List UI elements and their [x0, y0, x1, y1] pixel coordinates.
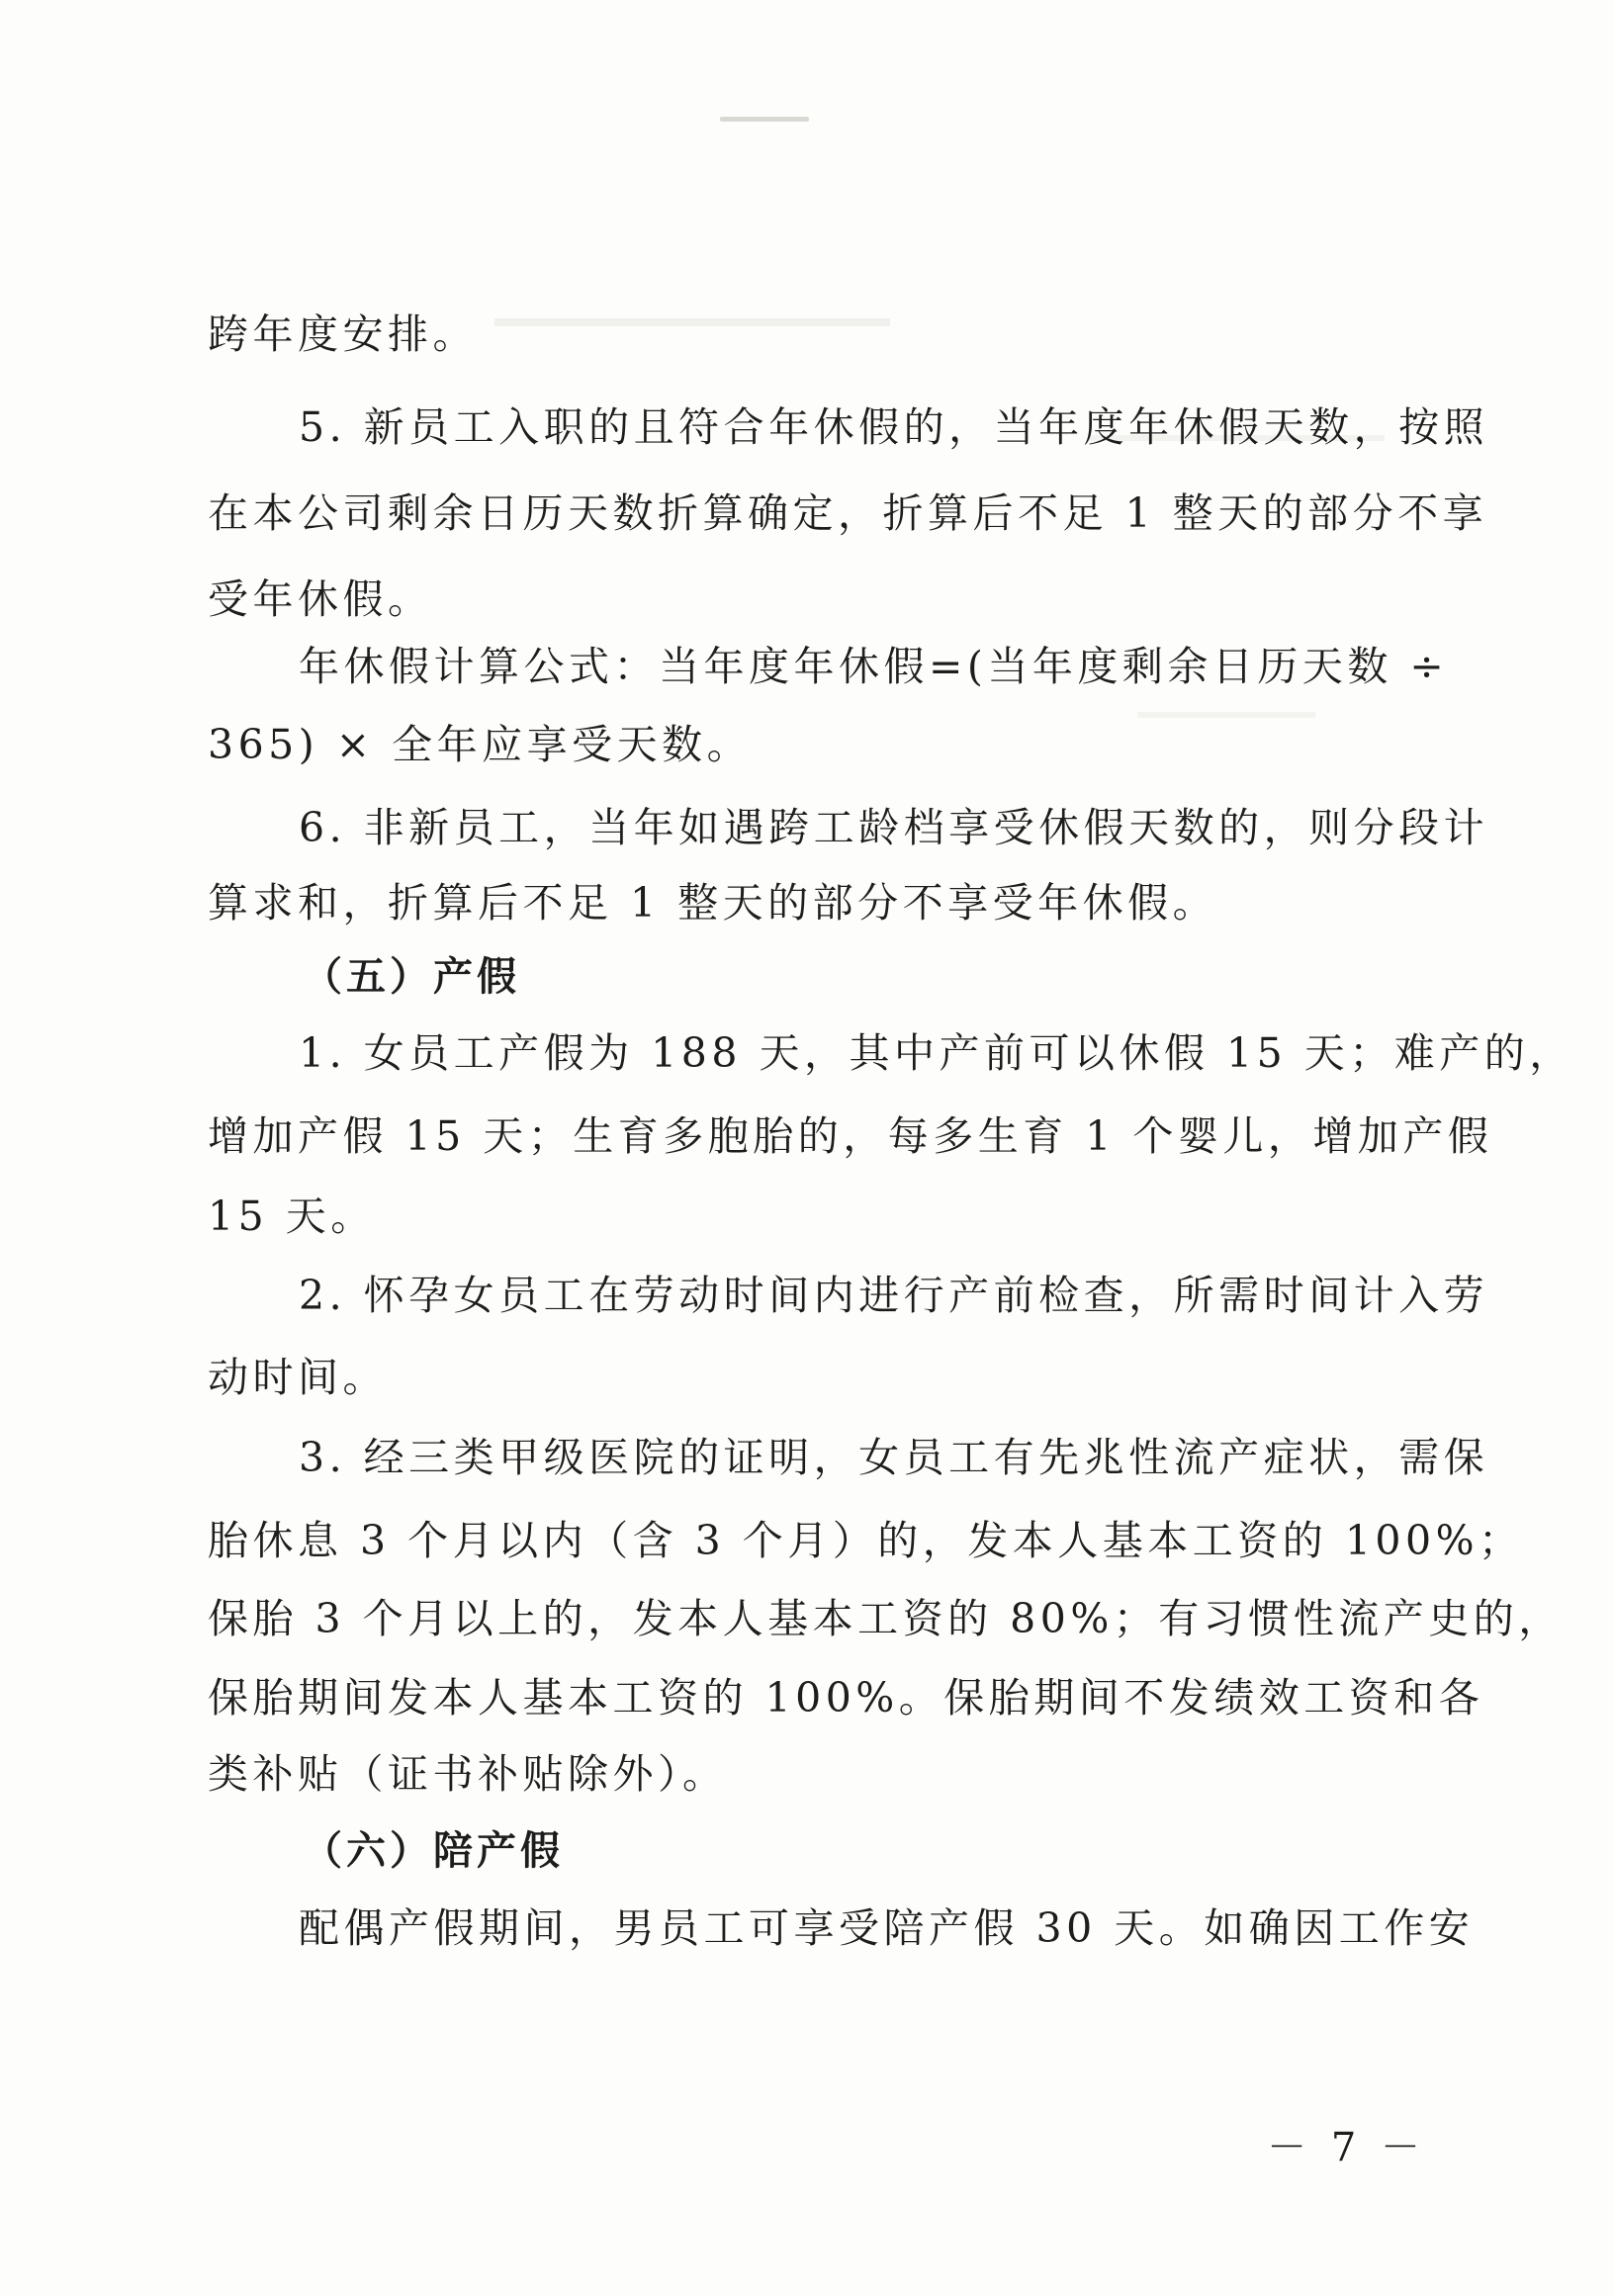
- bleed-through-mark: [494, 318, 890, 326]
- paragraph-line: 年休假计算公式：当年度年休假=(当年度剩余日历天数 ÷: [299, 643, 1449, 690]
- paragraph-line: 配偶产假期间，男员工可享受陪产假 30 天。如确因工作安: [299, 1904, 1475, 1952]
- paragraph-line: 6. 非新员工，当年如遇跨工龄档享受休假天数的，则分段计: [299, 804, 1489, 851]
- paragraph-line: 跨年度安排。: [208, 310, 478, 358]
- page-number: － 7 －: [1267, 2125, 1426, 2170]
- section-heading: （六）陪产假: [303, 1827, 564, 1874]
- paragraph-line: 受年休假。: [208, 575, 433, 623]
- paragraph-line: 5. 新员工入职的且符合年休假的，当年度年休假天数，按照: [299, 403, 1489, 451]
- paragraph-line: 1. 女员工产假为 188 天，其中产前可以休假 15 天；难产的，: [299, 1029, 1574, 1077]
- paragraph-line: 动时间。: [208, 1354, 388, 1401]
- paragraph-line: 增加产假 15 天；生育多胞胎的，每多生育 1 个婴儿，增加产假: [208, 1112, 1493, 1160]
- paragraph-line: 2. 怀孕女员工在劳动时间内进行产前检查，所需时间计入劳: [299, 1272, 1489, 1319]
- paragraph-line: 保胎期间发本人基本工资的 100%。保胎期间不发绩效工资和各: [208, 1674, 1484, 1722]
- paragraph-line: 在本公司剩余日历天数折算确定，折算后不足 1 整天的部分不享: [208, 489, 1488, 537]
- paragraph-line: 3. 经三类甲级医院的证明，女员工有先兆性流产症状，需保: [299, 1434, 1489, 1481]
- paragraph-line: 算求和，折算后不足 1 整天的部分不享受年休假。: [208, 879, 1218, 927]
- bleed-through-mark: [1137, 712, 1315, 718]
- paragraph-line: 365) × 全年应享受天数。: [208, 721, 753, 768]
- scan-mark: [720, 117, 809, 122]
- section-heading: （五）产假: [303, 953, 520, 1000]
- paragraph-line: 胎休息 3 个月以内（含 3 个月）的，发本人基本工资的 100%；: [208, 1517, 1524, 1564]
- paragraph-line: 保胎 3 个月以上的，发本人基本工资的 80%；有习惯性流产史的，: [208, 1595, 1564, 1642]
- paragraph-line: 15 天。: [208, 1192, 376, 1240]
- paragraph-line: 类补贴（证书补贴除外）。: [208, 1750, 728, 1798]
